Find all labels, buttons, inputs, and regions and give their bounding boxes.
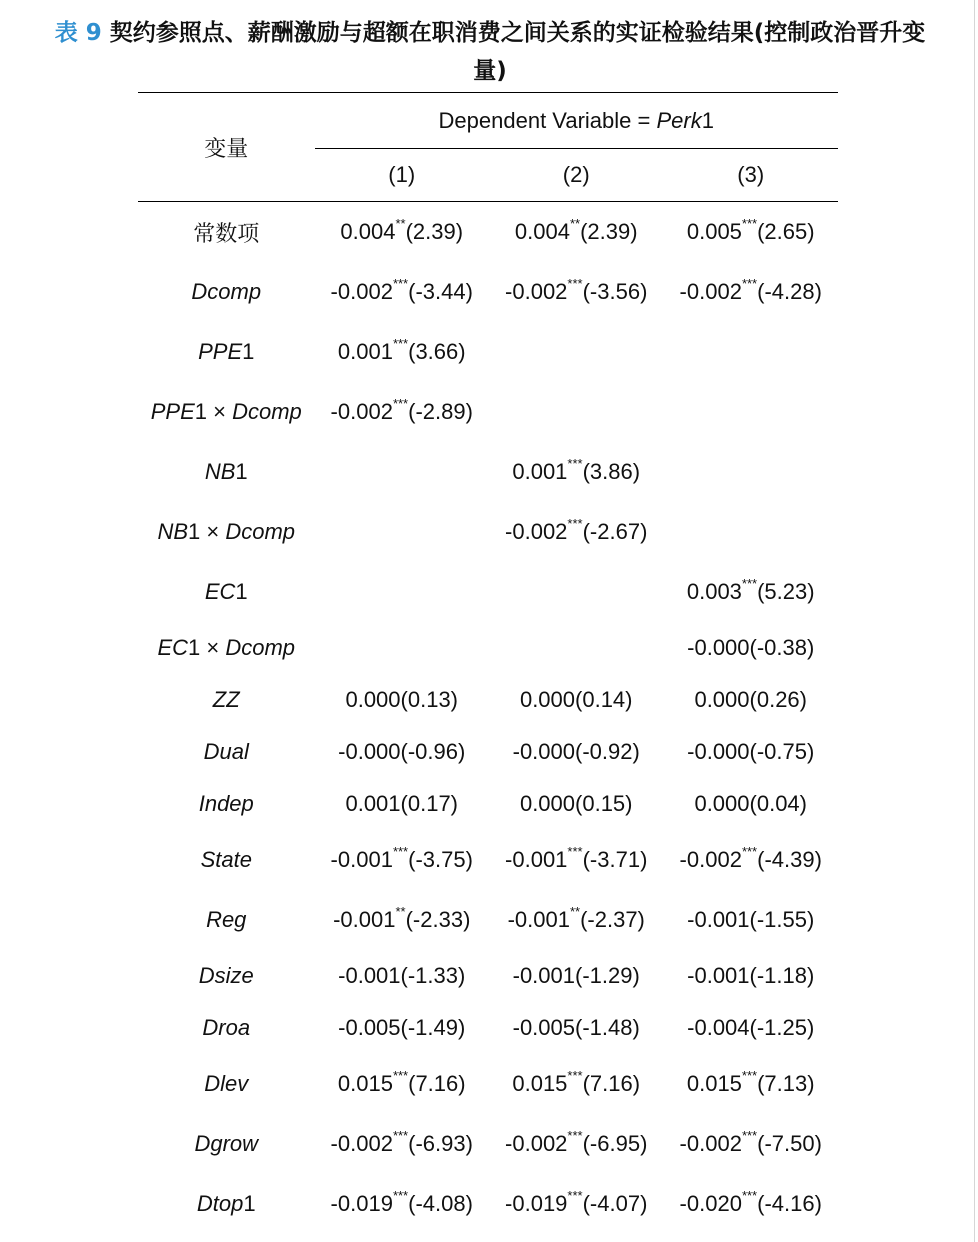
coefficient-cell bbox=[489, 502, 663, 562]
t-statistic: (-4.08) bbox=[408, 1191, 473, 1216]
t-statistic: (3.86) bbox=[582, 459, 641, 484]
variable-name bbox=[138, 726, 315, 778]
t-statistic: (-1.33) bbox=[400, 963, 466, 988]
coefficient-cell bbox=[315, 726, 489, 778]
t-statistic: (-2.37) bbox=[580, 907, 645, 932]
significance-stars: *** bbox=[567, 455, 583, 471]
dep-header-suffix: 1 bbox=[701, 107, 714, 133]
t-statistic: (-2.33) bbox=[405, 907, 471, 932]
variable-name-part: 常数项 bbox=[193, 221, 260, 247]
coefficient-value: -0.000 bbox=[687, 635, 750, 660]
variable-name-part: PPE bbox=[198, 339, 243, 364]
variable-name bbox=[138, 1002, 315, 1054]
coefficient-cell bbox=[315, 322, 489, 382]
coefficient-value: -0.001 bbox=[338, 963, 401, 988]
coefficient-cell bbox=[663, 382, 838, 442]
coefficient-cell bbox=[315, 1114, 489, 1174]
table-row bbox=[138, 1174, 838, 1234]
coefficient-value: -0.020 bbox=[679, 1191, 742, 1216]
t-statistic: (-1.55) bbox=[749, 907, 815, 932]
t-statistic: (7.13) bbox=[757, 1071, 815, 1096]
coefficient-value: -0.002 bbox=[505, 1131, 568, 1156]
variable-name-part: Dtop bbox=[196, 1191, 244, 1216]
variable-name-part: PPE bbox=[150, 399, 195, 424]
coefficient-cell bbox=[663, 778, 838, 830]
t-statistic: (7.16) bbox=[582, 1071, 641, 1096]
coefficient-value: 0.004 bbox=[514, 219, 570, 244]
table-row bbox=[138, 674, 838, 726]
coefficient-cell bbox=[663, 950, 838, 1002]
coefficient-value: 0.004 bbox=[340, 219, 396, 244]
t-statistic: (-1.49) bbox=[400, 1015, 466, 1040]
variable-name bbox=[138, 1114, 315, 1174]
variable-name-part: 1 bbox=[235, 459, 248, 484]
variable-name-part: Dlev bbox=[204, 1071, 249, 1096]
coefficient-cell bbox=[489, 1054, 663, 1114]
variable-name bbox=[138, 382, 315, 442]
t-statistic: (-2.67) bbox=[582, 519, 648, 544]
significance-stars: *** bbox=[392, 1187, 409, 1203]
coefficient-value: -0.002 bbox=[679, 1131, 742, 1156]
table-row bbox=[138, 442, 838, 502]
variable-name bbox=[138, 1054, 315, 1114]
coefficient-cell bbox=[315, 442, 489, 502]
t-statistic: (-3.56) bbox=[582, 279, 648, 304]
coefficient-cell bbox=[663, 830, 838, 890]
t-statistic: (-4.39) bbox=[757, 847, 822, 872]
variable-name-part: Dcomp bbox=[191, 279, 262, 304]
significance-stars: *** bbox=[741, 275, 758, 291]
t-statistic: (-4.16) bbox=[757, 1191, 822, 1216]
variable-name-part: 1 bbox=[242, 339, 255, 364]
variable-name bbox=[138, 778, 315, 830]
variable-name-part: Dcomp bbox=[232, 399, 302, 424]
table-row bbox=[138, 262, 838, 322]
coefficient-cell bbox=[663, 262, 838, 322]
coefficient-cell bbox=[489, 262, 663, 322]
coefficient-value: -0.001 bbox=[687, 907, 750, 932]
t-statistic: (2.65) bbox=[757, 219, 815, 244]
coefficient-value: -0.002 bbox=[679, 847, 742, 872]
coefficient-value: -0.002 bbox=[330, 279, 393, 304]
t-statistic: (-1.29) bbox=[575, 963, 640, 988]
t-statistic: (0.14) bbox=[575, 687, 633, 712]
t-statistic: (-0.75) bbox=[749, 739, 815, 764]
coefficient-cell bbox=[315, 890, 489, 950]
table-row bbox=[138, 322, 838, 382]
coefficient-cell bbox=[663, 890, 838, 950]
table-row bbox=[138, 1114, 838, 1174]
coefficient-value: -0.000 bbox=[338, 739, 401, 764]
significance-stars: *** bbox=[741, 575, 758, 591]
coefficient-cell bbox=[489, 890, 663, 950]
coefficient-cell bbox=[489, 1174, 663, 1234]
t-statistic: (0.17) bbox=[400, 791, 459, 816]
dependent-variable-header bbox=[315, 93, 839, 149]
variable-name-part: Droa bbox=[202, 1015, 251, 1040]
variable-name-part: 1 × bbox=[188, 519, 226, 544]
variable-name bbox=[138, 622, 315, 674]
coefficient-cell bbox=[663, 1174, 838, 1234]
coefficient-value: -0.019 bbox=[330, 1191, 393, 1216]
t-statistic: (-0.38) bbox=[749, 635, 815, 660]
significance-stars: *** bbox=[392, 1127, 409, 1143]
variable-name-part: Dgrow bbox=[194, 1131, 259, 1156]
significance-stars: *** bbox=[392, 843, 409, 859]
dep-header-prefix: Dependent Variable = bbox=[438, 107, 657, 133]
column-header-1: (1) bbox=[388, 162, 416, 187]
variable-name bbox=[138, 1174, 315, 1234]
coefficient-cell bbox=[489, 322, 663, 382]
coefficient-cell bbox=[489, 950, 663, 1002]
table-row bbox=[138, 622, 838, 674]
variable-header: 变量 bbox=[204, 136, 249, 162]
significance-stars: ** bbox=[569, 215, 581, 231]
variable-name-part: Reg bbox=[206, 907, 247, 932]
t-statistic: (-3.75) bbox=[408, 847, 473, 872]
table-body bbox=[138, 202, 838, 1235]
page-edge bbox=[974, 0, 975, 1242]
coefficient-cell bbox=[663, 674, 838, 726]
coefficient-value: -0.002 bbox=[679, 279, 742, 304]
coefficient-cell bbox=[315, 262, 489, 322]
coefficient-cell bbox=[489, 1114, 663, 1174]
coefficient-cell bbox=[315, 1174, 489, 1234]
coefficient-cell bbox=[489, 562, 663, 622]
coefficient-cell bbox=[315, 202, 489, 263]
coefficient-cell bbox=[663, 442, 838, 502]
t-statistic: (0.15) bbox=[575, 791, 633, 816]
coefficient-cell bbox=[489, 674, 663, 726]
coefficient-value: 0.000 bbox=[345, 687, 401, 712]
significance-stars: ** bbox=[569, 903, 581, 919]
significance-stars: *** bbox=[392, 395, 409, 411]
coefficient-value: -0.019 bbox=[505, 1191, 568, 1216]
variable-name bbox=[138, 562, 315, 622]
caption-text-line2: 量) bbox=[473, 58, 507, 84]
variable-name-part: Indep bbox=[198, 791, 254, 816]
t-statistic: (2.39) bbox=[580, 219, 638, 244]
variable-name bbox=[138, 262, 315, 322]
coefficient-value: 0.000 bbox=[694, 687, 750, 712]
coefficient-value: 0.001 bbox=[512, 459, 568, 484]
table-row bbox=[138, 1002, 838, 1054]
coefficient-value: -0.005 bbox=[338, 1015, 401, 1040]
variable-name bbox=[138, 442, 315, 502]
variable-name-part: 1 × bbox=[194, 399, 233, 424]
coefficient-value: -0.002 bbox=[330, 1131, 393, 1156]
coefficient-value: -0.002 bbox=[505, 519, 568, 544]
variable-name-part: Dcomp bbox=[225, 635, 296, 660]
coefficient-cell bbox=[315, 622, 489, 674]
coefficient-cell bbox=[315, 830, 489, 890]
coefficient-value: 0.000 bbox=[519, 687, 576, 712]
t-statistic: (5.23) bbox=[757, 579, 815, 604]
variable-name-part: ZZ bbox=[212, 687, 240, 712]
t-statistic: (2.39) bbox=[405, 219, 464, 244]
table-row bbox=[138, 202, 838, 263]
significance-stars: *** bbox=[392, 335, 409, 351]
coefficient-cell bbox=[489, 830, 663, 890]
variable-name bbox=[138, 502, 315, 562]
t-statistic: (-2.89) bbox=[408, 399, 473, 424]
variable-name-part: EC bbox=[157, 635, 189, 660]
dep-header-var: Perk bbox=[656, 107, 702, 133]
coefficient-cell bbox=[663, 1054, 838, 1114]
coefficient-value: 0.005 bbox=[686, 219, 742, 244]
coefficient-value: 0.000 bbox=[694, 791, 750, 816]
coefficient-cell bbox=[489, 442, 663, 502]
coefficient-value: -0.001 bbox=[333, 907, 396, 932]
coefficient-value: -0.000 bbox=[512, 739, 576, 764]
significance-stars: *** bbox=[741, 1067, 758, 1083]
variable-name bbox=[138, 830, 315, 890]
significance-stars: *** bbox=[741, 1187, 758, 1203]
variable-name-part: 1 × bbox=[188, 635, 226, 660]
t-statistic: (7.16) bbox=[408, 1071, 466, 1096]
coefficient-value: 0.003 bbox=[686, 579, 742, 604]
coefficient-value: -0.005 bbox=[512, 1015, 576, 1040]
coefficient-cell bbox=[489, 202, 663, 263]
coefficient-value: 0.000 bbox=[519, 791, 576, 816]
coefficient-value: -0.001 bbox=[687, 963, 750, 988]
significance-stars: *** bbox=[392, 275, 409, 291]
t-statistic: (0.04) bbox=[749, 791, 807, 816]
coefficient-value: -0.002 bbox=[330, 399, 393, 424]
table-row bbox=[138, 950, 838, 1002]
coefficient-cell bbox=[315, 778, 489, 830]
variable-name-part: EC bbox=[204, 579, 236, 604]
significance-stars: *** bbox=[567, 1187, 583, 1203]
coefficient-cell bbox=[663, 1002, 838, 1054]
coefficient-cell bbox=[663, 202, 838, 263]
significance-stars: ** bbox=[395, 903, 406, 919]
variable-name-part: 1 bbox=[243, 1191, 256, 1216]
table-row bbox=[138, 830, 838, 890]
column-header-2: (2) bbox=[562, 162, 590, 187]
variable-name-part: NB bbox=[157, 519, 189, 544]
coefficient-value: -0.001 bbox=[505, 847, 568, 872]
table-row bbox=[138, 502, 838, 562]
table-row bbox=[138, 778, 838, 830]
t-statistic: (-7.50) bbox=[757, 1131, 822, 1156]
t-statistic: (-1.18) bbox=[749, 963, 815, 988]
t-statistic: (0.13) bbox=[400, 687, 459, 712]
t-statistic: (-3.44) bbox=[408, 279, 473, 304]
coefficient-value: -0.001 bbox=[507, 907, 570, 932]
t-statistic: (-0.92) bbox=[575, 739, 640, 764]
coefficient-cell bbox=[315, 502, 489, 562]
variable-name-part: State bbox=[200, 847, 252, 872]
coefficient-cell bbox=[315, 674, 489, 726]
t-statistic: (0.26) bbox=[749, 687, 807, 712]
variable-name-part: Dsize bbox=[198, 963, 254, 988]
coefficient-cell bbox=[663, 1114, 838, 1174]
table-row bbox=[138, 1054, 838, 1114]
table-row bbox=[138, 562, 838, 622]
coefficient-value: -0.002 bbox=[505, 279, 568, 304]
coefficient-cell bbox=[663, 322, 838, 382]
significance-stars: *** bbox=[741, 215, 758, 231]
coefficient-cell bbox=[663, 562, 838, 622]
coefficient-cell bbox=[489, 726, 663, 778]
coefficient-value: -0.000 bbox=[687, 739, 750, 764]
coefficient-value: 0.015 bbox=[686, 1071, 742, 1096]
variable-name bbox=[138, 202, 315, 263]
t-statistic: (-0.96) bbox=[400, 739, 466, 764]
table-label: 表 9 bbox=[54, 20, 102, 46]
variable-name bbox=[138, 322, 315, 382]
table-row bbox=[138, 382, 838, 442]
significance-stars: *** bbox=[392, 1067, 409, 1083]
variable-name bbox=[138, 674, 315, 726]
coefficient-cell bbox=[663, 502, 838, 562]
variable-name-part: NB bbox=[204, 459, 236, 484]
significance-stars: ** bbox=[395, 215, 406, 231]
significance-stars: *** bbox=[567, 843, 583, 859]
coefficient-value: -0.001 bbox=[330, 847, 393, 872]
coefficient-value: -0.001 bbox=[512, 963, 576, 988]
column-header-3: (3) bbox=[737, 162, 765, 187]
coefficient-value: 0.015 bbox=[337, 1071, 393, 1096]
caption-text: 契约参照点、薪酬激励与超额在职消费之间关系的实证检验结果(控制政治晋升变 bbox=[109, 20, 926, 46]
t-statistic: (-4.28) bbox=[757, 279, 822, 304]
t-statistic: (-1.25) bbox=[749, 1015, 815, 1040]
coefficient-cell bbox=[489, 778, 663, 830]
table-row bbox=[138, 890, 838, 950]
coefficient-cell bbox=[489, 622, 663, 674]
t-statistic: (-6.95) bbox=[582, 1131, 648, 1156]
t-statistic: (-1.48) bbox=[575, 1015, 640, 1040]
coefficient-cell bbox=[489, 382, 663, 442]
t-statistic: (-6.93) bbox=[408, 1131, 473, 1156]
significance-stars: *** bbox=[567, 275, 583, 291]
significance-stars: *** bbox=[741, 1127, 758, 1143]
t-statistic: (-4.07) bbox=[582, 1191, 648, 1216]
coefficient-value: -0.004 bbox=[687, 1015, 750, 1040]
significance-stars: *** bbox=[567, 515, 583, 531]
variable-name-part: 1 bbox=[235, 579, 248, 604]
table-row bbox=[138, 726, 838, 778]
coefficient-cell bbox=[315, 1054, 489, 1114]
variable-name bbox=[138, 890, 315, 950]
significance-stars: *** bbox=[741, 843, 758, 859]
table-caption bbox=[30, 14, 950, 90]
coefficient-cell bbox=[663, 726, 838, 778]
coefficient-cell bbox=[315, 562, 489, 622]
variable-name bbox=[138, 950, 315, 1002]
coefficient-cell bbox=[489, 1002, 663, 1054]
coefficient-cell bbox=[315, 1002, 489, 1054]
t-statistic: (-3.71) bbox=[582, 847, 648, 872]
variable-name-part: Dcomp bbox=[225, 519, 296, 544]
t-statistic: (3.66) bbox=[408, 339, 466, 364]
coefficient-value: 0.015 bbox=[512, 1071, 568, 1096]
coefficient-value: 0.001 bbox=[337, 339, 393, 364]
significance-stars: *** bbox=[567, 1067, 583, 1083]
variable-name-part: Dual bbox=[203, 739, 249, 764]
significance-stars: *** bbox=[567, 1127, 583, 1143]
coefficient-cell bbox=[315, 382, 489, 442]
regression-table bbox=[138, 92, 838, 1234]
coefficient-cell bbox=[663, 622, 838, 674]
coefficient-value: 0.001 bbox=[345, 791, 401, 816]
coefficient-cell bbox=[315, 950, 489, 1002]
